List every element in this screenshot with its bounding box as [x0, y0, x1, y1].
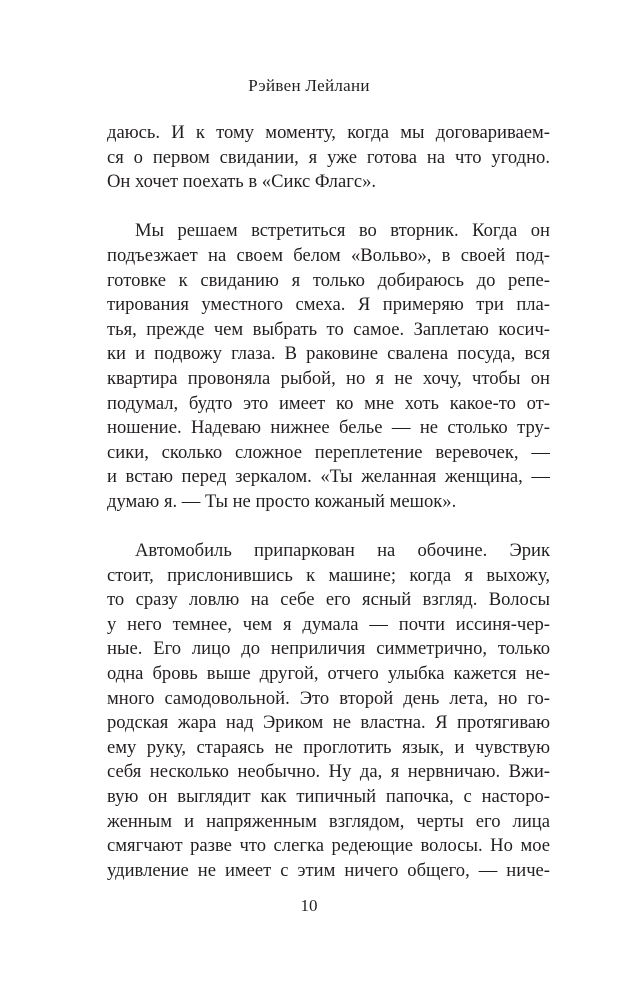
- text-line: сики, сколько сложное переплетение веревочек, —: [107, 441, 550, 463]
- running-header-author: Рэйвен Лейлани: [248, 76, 370, 95]
- text-line: Он хочет поехать в «Сикс Флагс».: [107, 171, 377, 193]
- text-line: готовке к свиданию я только добираюсь до репе-: [107, 269, 550, 291]
- text-line: Мы решаем встретиться во вторник. Когда он: [135, 220, 550, 242]
- text-line: думаю я. — Ты не просто кожаный мешок».: [107, 490, 457, 512]
- text-line: то сразу ловлю на себе его ясный взгляд. Волосы: [107, 589, 550, 611]
- text-line: женным и напряженным взглядом, черты его лица: [107, 810, 550, 832]
- text-line: много самодовольной. Это второй день лета, но го-: [107, 687, 550, 709]
- text-line: тья, прежде чем выбрать то самое. Заплетаю косич-: [107, 318, 550, 340]
- text-line: себя несколько необычно. Ну да, я нервничаю. Вжи-: [107, 761, 550, 783]
- text-line: родская жара над Эриком не властна. Я протягиваю: [107, 712, 550, 734]
- page-body-text: [107, 121, 550, 908]
- text-line: квартира провоняла рыбой, но я не хочу, чтобы он: [107, 367, 550, 389]
- text-line: ные. Его лицо до неприличия симметрично, только: [107, 638, 550, 660]
- text-line: смягчают разве что слегка редеющие волосы. Но мое: [107, 835, 550, 857]
- text-line: ки и подвожу глаза. В раковине свалена посуда, вся: [107, 343, 550, 365]
- text-line: вую он выглядит как типичный папочка, с насторо-: [107, 786, 550, 808]
- text-line: и встаю перед зеркалом. «Ты желанная женщина, —: [107, 466, 550, 488]
- text-line: даюсь. И к тому моменту, когда мы договариваем-: [107, 122, 550, 143]
- paragraph: [107, 219, 550, 514]
- text-line: ему руку, стараясь не проглотить язык, и чувствую: [107, 736, 550, 758]
- text-line: подумал, будто это имеет ко мне хоть какое-то от-: [107, 392, 550, 414]
- text-line: стоит, прислонившись к машине; когда я выхожу,: [107, 564, 550, 586]
- text-line: у него темнее, чем я думала — почти иссиня-чер-: [107, 613, 550, 635]
- page-number: 10: [300, 896, 318, 915]
- text-line: одна бровь выше другой, отчего улыбка кажется не-: [107, 663, 550, 685]
- text-line: подъезжает на своем белом «Вольво», в своей под-: [107, 244, 550, 266]
- text-line: ношение. Надеваю нижнее белье — не столько тру-: [107, 417, 550, 439]
- paragraph: [107, 121, 550, 195]
- text-line: Автомобиль припаркован на обочине. Эрик: [135, 540, 550, 562]
- text-line: удивление не имеет с этим ничего общего, — ниче-: [107, 859, 550, 881]
- text-line: ся о первом свидании, я уже готова на что угодно.: [107, 146, 550, 168]
- text-line: тирования уместного смеха. Я примеряю три пла-: [107, 294, 550, 316]
- paragraph: [107, 539, 550, 883]
